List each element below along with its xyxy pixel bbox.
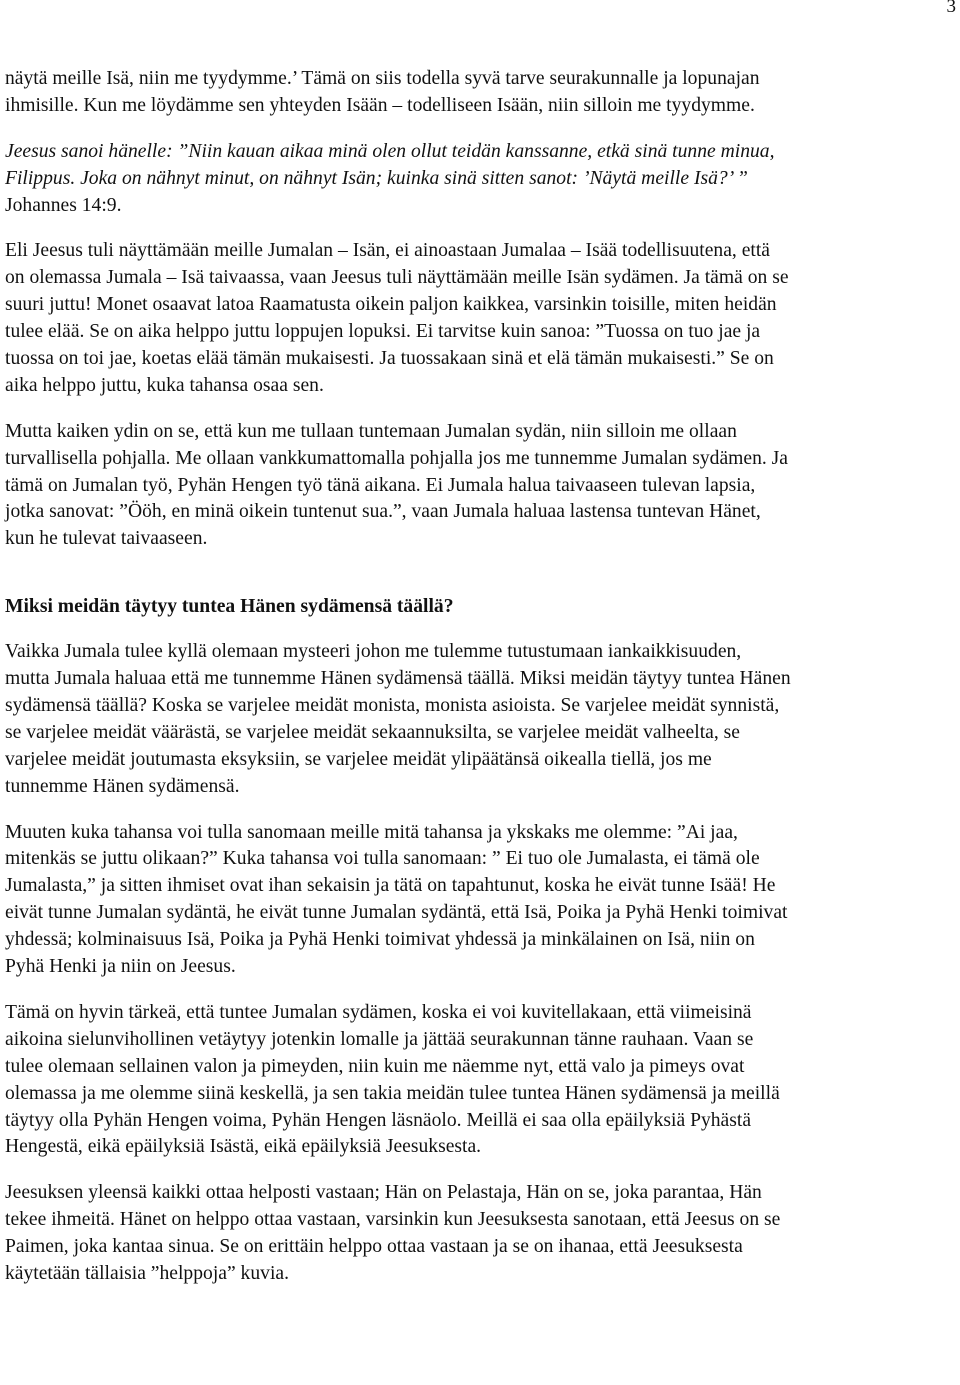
text-line: tämä on Jumalan työ, Pyhän Hengen työ tänä aikana. Ei Jumala halua taivaaseen tulevan lapsia, bbox=[5, 474, 756, 496]
text-line: täytyy olla Pyhän Hengen voima, Pyhän Hengen läsnäolo. Meillä ei saa olla epäilyksiä Pyhästä bbox=[5, 1109, 752, 1131]
text-line: Jeesuksen yleensä kaikki ottaa helposti vastaan; Hän on Pelastaja, Hän on se, joka parantaa, Hän bbox=[5, 1182, 762, 1204]
paragraph bbox=[5, 419, 960, 553]
text-line: käytetään tällaisia ”helppoja” kuvia. bbox=[5, 1262, 289, 1284]
text-line: tunnemme Hänen sydämensä. bbox=[5, 775, 240, 797]
text-line: tekee ihmeitä. Hänet on helppo ottaa vastaan, varsinkin kun Jeesuksesta sanotaan, että Jeesus on se bbox=[5, 1209, 781, 1231]
text-line: Jumalasta,” ja sitten ihmiset ovat ihan sekaisin ja tätä on tapahtunut, koska he eivät tunne Isää! He bbox=[5, 875, 776, 897]
paragraph bbox=[5, 238, 960, 399]
text-line: on olemassa Jumala – Isä taivaassa, vaan Jeesus tuli näyttämään meille Isän sydämen. Ja tämä on se bbox=[5, 267, 789, 289]
text-line: eivät tunne Jumalan sydäntä, he eivät tunne Jumalan sydäntä, että Isä, Poika ja Pyhä Henki toimivat bbox=[5, 902, 788, 924]
paragraph bbox=[5, 1000, 960, 1161]
text-line: aika helppo juttu, kuka tahansa osaa sen. bbox=[5, 374, 324, 396]
reference-text: Johannes 14:9. bbox=[5, 194, 122, 216]
text-line: Eli Jeesus tuli näyttämään meille Jumalan – Isän, ei ainoastaan Jumalaa – Isää todellisuutena, että bbox=[5, 240, 770, 262]
text-line: näytä meille Isä, niin me tyydymme.’ Tämä on siis todella syvä tarve seurakunnalle ja lopunajan bbox=[5, 68, 760, 89]
text-line: Hengestä, eikä epäilyksiä Isästä, eikä epäilyksiä Jeesuksesta. bbox=[5, 1136, 482, 1158]
document-body bbox=[5, 66, 960, 1307]
text-line: ihmisille. Kun me löydämme sen yhteyden Isään – todelliseen Isään, niin silloin me tyydymme. bbox=[5, 94, 755, 116]
paragraph-intro bbox=[5, 66, 960, 120]
text-line: suuri juttu! Monet osaavat latoa Raamatusta oikein paljon kaikkea, varsinkin toisille, miten heidän bbox=[5, 294, 777, 316]
text-line: yhdessä; kolminaisuus Isä, Poika ja Pyhä Henki toimivat yhdessä ja minkälainen on Isä, niin on bbox=[5, 929, 755, 951]
text-line: Mutta kaiken ydin on se, että kun me tullaan tuntemaan Jumalan sydän, niin silloin me ollaan bbox=[5, 420, 737, 442]
bible-quote bbox=[5, 139, 960, 220]
text-line: tuossa on toi jae, koetas elää tämän mukaisesti. Ja tuossakaan sinä et elä tämän mukaisesti.” Se on bbox=[5, 348, 774, 370]
text-line: Muuten kuka tahansa voi tulla sanomaan meille mitä tahansa ja ykskaks me olemme: ”Ai jaa, bbox=[5, 821, 738, 843]
text-line: turvallisella pohjalla. Me ollaan vankkumattomalla pohjalla jos me tunnemme Jumalan sydämen. Ja bbox=[5, 447, 789, 469]
text-line: varjelee meidät joutumasta eksyksiin, se varjelee meidät ylipäätänsä oikealla tiellä, jos me bbox=[5, 748, 712, 770]
text-line: se varjelee meidät väärästä, se varjelee meidät sekaannuksilta, se varjelee meidät valheelta, se bbox=[5, 721, 740, 743]
text-line: mitenkäs se juttu olikaan?” Kuka tahansa voi tulla sanomaan: ” Ei tuo ole Jumalasta, ei tämä ole bbox=[5, 848, 760, 870]
paragraph bbox=[5, 820, 960, 981]
paragraph bbox=[5, 639, 960, 800]
text-line: Pyhä Henki ja niin on Jeesus. bbox=[5, 956, 236, 978]
section-heading: Miksi meidän täytyy tuntea Hänen sydämensä täällä? bbox=[5, 596, 454, 618]
paragraph bbox=[5, 1180, 960, 1288]
quote-line: Jeesus sanoi hänelle: ”Niin kauan aikaa minä olen ollut teidän kanssanne, etkä sinä tunne minua, bbox=[5, 140, 775, 162]
text-line: jotka sanovat: ”Ööh, en minä oikein tuntenut sua.”, vaan Jumala haluaa lastensa tuntevan Hänet, bbox=[5, 501, 761, 523]
quote-reference bbox=[5, 193, 960, 220]
page-number: 3 bbox=[946, 0, 956, 17]
quote-line: Filippus. Joka on nähnyt minut, on nähnyt Isän; kuinka sinä sitten sanot: ’Näytä meille Isä?’ ” bbox=[5, 167, 748, 189]
text-line: mutta Jumala haluaa että me tunnemme Hänen sydämensä täällä. Miksi meidän täytyy tuntea Hänen bbox=[5, 668, 791, 690]
text-line: tulee olemaan sellainen valon ja pimeyden, niin kuin me näemme nyt, että valo ja pimeys ovat bbox=[5, 1055, 745, 1077]
text-line: olemassa ja me olemme siinä keskellä, ja sen takia meidän tulee tuntea Hänen sydämensä ja meillä bbox=[5, 1082, 780, 1104]
text-line: tulee elää. Se on aika helppo juttu loppujen lopuksi. Ei tarvitse kuin sanoa: ”Tuossa on tuo jae ja bbox=[5, 321, 761, 343]
text-line: Vaikka Jumala tulee kyllä olemaan mysteeri johon me tulemme tutustumaan iankaikkisuuden, bbox=[5, 641, 742, 663]
text-line: aikoina sielunvihollinen vetäytyy jotenkin lomalle ja jättää seurakunnan tänne rauhaan. Vaan se bbox=[5, 1028, 754, 1050]
text-line: sydämensä täällä? Koska se varjelee meidät monista, monista asioista. Se varjelee meidät synnistä, bbox=[5, 695, 780, 717]
text-line: kun he tulevat taivaaseen. bbox=[5, 528, 208, 550]
text-line: Paimen, joka kantaa sinua. Se on erittäin helppo ottaa vastaan ja se on ihanaa, että Jeesuksesta bbox=[5, 1236, 743, 1258]
text-line: Tämä on hyvin tärkeä, että tuntee Jumalan sydämen, koska ei voi kuvitellakaan, että viimeisinä bbox=[5, 1001, 752, 1023]
